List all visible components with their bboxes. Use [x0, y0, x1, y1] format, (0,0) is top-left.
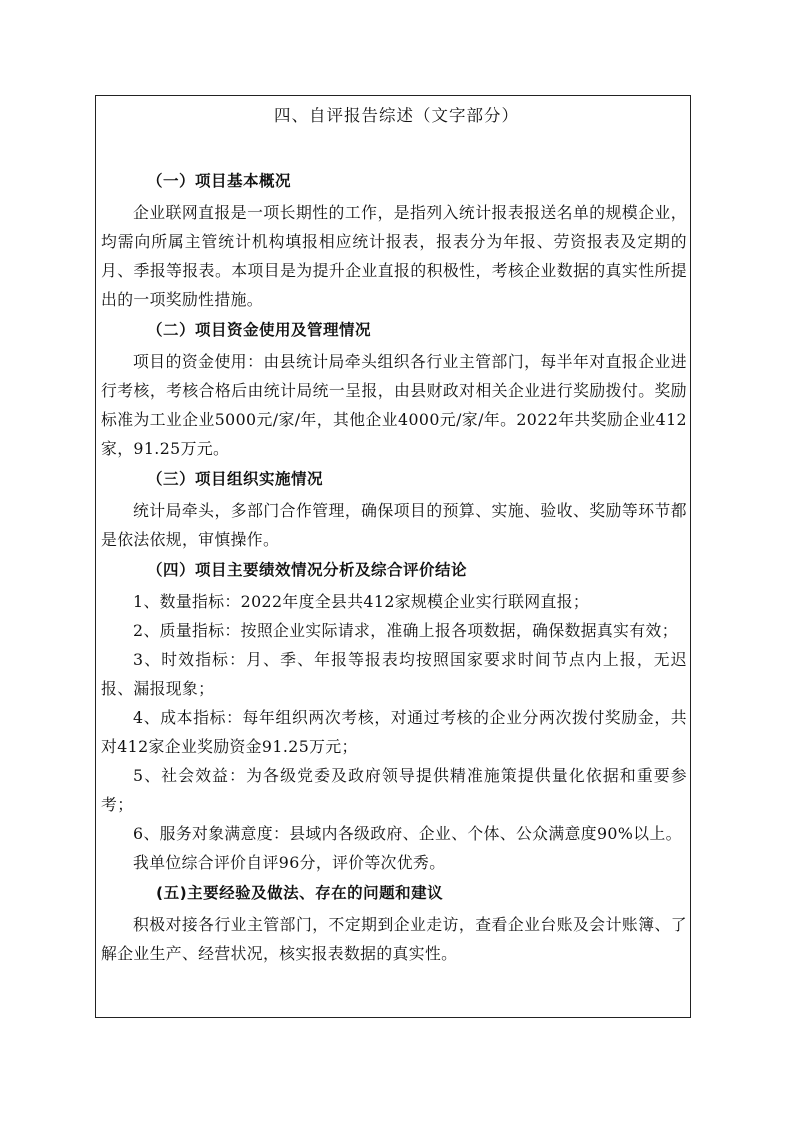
paragraph-social-benefit: 5、社会效益：为各级党委及政府领导提供精准施策提供量化依据和重要参考；	[101, 766, 687, 814]
paragraph-cost-indicator: 4、成本指标：每年组织两次考核，对通过考核的企业分两次拨付奖励金，共对412家企业奖励资金91.25万元；	[101, 708, 687, 756]
section-heading-experience: (五)主要经验及做法、存在的问题和建议	[156, 884, 444, 902]
paragraph-timeliness-indicator: 3、时效指标：月、季、年报等报表均按照国家要求时间节点内上报，无迟报、漏报现象；	[101, 650, 687, 698]
section-heading-performance: （四）项目主要绩效情况分析及综合评价结论	[147, 561, 468, 579]
paragraph-implementation: 统计局牵头，多部门合作管理，确保项目的预算、实施、验收、奖励等环节都是依法依规，审慎操作。	[101, 501, 687, 549]
paragraph-self-evaluation: 我单位综合评价自评96分，评价等次优秀。	[133, 853, 446, 872]
section-heading-overview: （一）项目基本概况	[147, 172, 292, 190]
section-heading-implementation: （三）项目组织实施情况	[147, 470, 324, 488]
page-title: 四、自评报告综述（文字部分）	[274, 106, 519, 125]
paragraph-funds: 项目的资金使用：由县统计局牵头组织各行业主管部门，每半年对直报企业进行考核，考核合格后由统计局统一呈报，由县财政对相关企业进行奖励拨付。奖励标准为工业企业5000元/家/年，其他企业4000元/家/年。2022年共奖励企业412家，91.25万元。	[101, 352, 687, 458]
section-heading-funds: （二）项目资金使用及管理情况	[147, 321, 372, 339]
paragraph-experience: 积极对接各行业主管部门，不定期到企业走访，查看企业台账及会计账簿、了解企业生产、经营状况，核实报表数据的真实性。	[101, 915, 687, 963]
paragraph-quantity-indicator: 1、数量指标：2022年度全县共412家规模企业实行联网直报；	[133, 592, 590, 611]
paragraph-satisfaction: 6、服务对象满意度：县域内各级政府、企业、个体、公众满意度90%以上。	[133, 824, 682, 843]
paragraph-quality-indicator: 2、质量指标：按照企业实际请求，准确上报各项数据，确保数据真实有效；	[133, 621, 678, 640]
report-body	[101, 165, 687, 968]
paragraph-overview: 企业联网直报是一项长期性的工作，是指列入统计报表报送名单的规模企业，均需向所属主管统计机构填报相应统计报表，报表分为年报、劳资报表及定期的月、季报等报表。本项目是为提升企业直报的积极性，考核企业数据的真实性所提出的一项奖励性措施。	[101, 203, 687, 309]
